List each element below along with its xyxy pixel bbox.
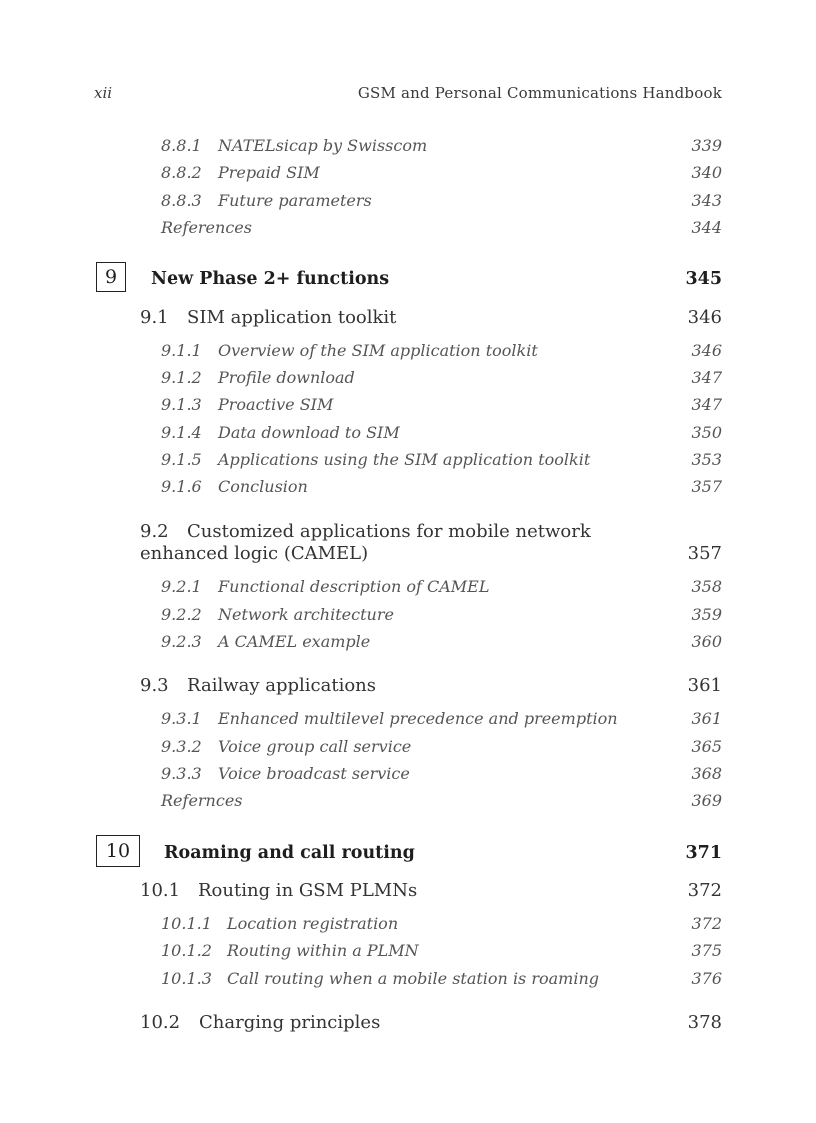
toc-entry-references-9[interactable]: [0, 791, 816, 813]
toc-entry-number: 9.2.3: [161, 632, 202, 651]
toc-entry-page: 350: [691, 423, 722, 442]
toc-entry-8-8-1[interactable]: [0, 136, 816, 158]
section-page: 357: [687, 543, 722, 564]
toc-entry-references-8[interactable]: [0, 218, 816, 240]
toc-entry-number: 9.1.6: [161, 477, 202, 496]
chapter-number-box: 9: [96, 262, 126, 292]
toc-entry-page: 347: [691, 368, 722, 387]
section-title: Customized applications for mobile network: [187, 521, 591, 542]
toc-section-9-1[interactable]: [0, 307, 816, 329]
toc-entry-number: 10.1.1: [161, 914, 212, 933]
toc-entry-9-1-4[interactable]: [0, 423, 816, 445]
toc-entry-10-1-2[interactable]: [0, 941, 816, 963]
section-number: 9.3: [140, 675, 169, 696]
section-number: 9.2: [140, 521, 169, 542]
section-title: Railway applications: [187, 675, 376, 696]
section-page: 361: [687, 675, 722, 696]
toc-entry-title: Voice broadcast service: [218, 764, 410, 783]
page-number: xii: [94, 84, 113, 102]
toc-entry-9-1-5[interactable]: [0, 450, 816, 472]
toc-entry-page: 347: [691, 395, 722, 414]
section-number: 10.1: [140, 880, 181, 901]
toc-entry-page: 372: [691, 914, 722, 933]
toc-entry-number: 9.1.5: [161, 450, 202, 469]
toc-entry-page: 376: [691, 969, 722, 988]
toc-section-9-2-line2[interactable]: [0, 543, 816, 565]
toc-section-10-2[interactable]: [0, 1012, 816, 1034]
chapter-title: Roaming and call routing: [164, 843, 415, 863]
toc-entry-10-1-1[interactable]: [0, 914, 816, 936]
toc-entry-number: 10.1.3: [161, 969, 212, 988]
toc-entry-page: 359: [691, 605, 722, 624]
toc-entry-title: Enhanced multilevel precedence and preemption: [218, 709, 618, 728]
toc-entry-page: 360: [691, 632, 722, 651]
toc-entry-9-3-3[interactable]: [0, 764, 816, 786]
toc-entry-title: NATELsicap by Swisscom: [218, 136, 428, 155]
toc-entry-9-1-6[interactable]: [0, 477, 816, 499]
toc-entry-title: A CAMEL example: [218, 632, 371, 651]
chapter-page: 345: [685, 269, 722, 289]
toc-entry-number: 9.3.2: [161, 737, 202, 756]
toc-section-10-1[interactable]: [0, 880, 816, 902]
toc-entry-9-3-1[interactable]: [0, 709, 816, 731]
toc-entry-8-8-2[interactable]: [0, 163, 816, 185]
toc-entry-number: 9.3.3: [161, 764, 202, 783]
toc-entry-page: 344: [691, 218, 722, 237]
toc-entry-title: Network architecture: [218, 605, 394, 624]
section-title: Routing in GSM PLMNs: [198, 880, 418, 901]
toc-entry-number: 9.1.3: [161, 395, 202, 414]
section-number: 10.2: [140, 1012, 181, 1033]
toc-entry-title: Future parameters: [218, 191, 372, 210]
toc-entry-title: Call routing when a mobile station is roaming: [227, 969, 600, 988]
toc-entry-9-2-3[interactable]: [0, 632, 816, 654]
toc-entry-title: Location registration: [227, 914, 399, 933]
toc-entry-page: 368: [691, 764, 722, 783]
toc-entry-number: 8.8.2: [161, 163, 202, 182]
toc-entry-title: Overview of the SIM application toolkit: [218, 341, 538, 360]
section-title: SIM application toolkit: [187, 307, 397, 328]
running-title: GSM and Personal Communications Handbook: [357, 84, 722, 102]
toc-entry-title: Conclusion: [218, 477, 308, 496]
section-title-continued: enhanced logic (CAMEL): [140, 543, 369, 564]
section-page: 378: [687, 1012, 722, 1033]
toc-entry-number: 9.3.1: [161, 709, 202, 728]
toc-entry-10-1-3[interactable]: [0, 969, 816, 991]
toc-section-9-2-line1[interactable]: [0, 521, 816, 543]
toc-entry-9-1-1[interactable]: [0, 341, 816, 363]
section-page: 346: [687, 307, 722, 328]
chapter-page: 371: [685, 843, 722, 863]
toc-entry-title: Proactive SIM: [218, 395, 334, 414]
toc-entry-9-1-2[interactable]: [0, 368, 816, 390]
toc-chapter-10[interactable]: [0, 843, 816, 865]
section-page: 372: [687, 880, 722, 901]
chapter-number-box: 10: [96, 835, 140, 867]
toc-entry-page: 340: [691, 163, 722, 182]
toc-entry-page: 369: [691, 791, 722, 810]
toc-entry-title: Routing within a PLMN: [227, 941, 419, 960]
toc-entry-title: Data download to SIM: [218, 423, 400, 442]
chapter-title: New Phase 2+ functions: [151, 269, 390, 289]
toc-section-9-3[interactable]: [0, 675, 816, 697]
toc-entry-title: Voice group call service: [218, 737, 412, 756]
toc-entry-page: 357: [691, 477, 722, 496]
toc-entry-title: Applications using the SIM application toolkit: [218, 450, 591, 469]
toc-entry-9-2-1[interactable]: [0, 577, 816, 599]
toc-entry-number: 9.2.1: [161, 577, 202, 596]
toc-entry-number: 9.2.2: [161, 605, 202, 624]
toc-entry-page: 375: [691, 941, 722, 960]
toc-entry-title: References: [161, 218, 252, 237]
toc-entry-number: 9.1.1: [161, 341, 202, 360]
toc-entry-page: 358: [691, 577, 722, 596]
section-number: 9.1: [140, 307, 169, 328]
toc-entry-title: Profile download: [218, 368, 355, 387]
toc-entry-page: 361: [691, 709, 722, 728]
toc-entry-9-3-2[interactable]: [0, 737, 816, 759]
toc-entry-9-2-2[interactable]: [0, 605, 816, 627]
toc-entry-number: 8.8.1: [161, 136, 202, 155]
toc-entry-number: 10.1.2: [161, 941, 212, 960]
toc-entry-number: 9.1.4: [161, 423, 202, 442]
toc-entry-page: 343: [691, 191, 722, 210]
toc-entry-page: 346: [691, 341, 722, 360]
toc-entry-8-8-3[interactable]: [0, 191, 816, 213]
section-title: Charging principles: [199, 1012, 381, 1033]
toc-entry-page: 365: [691, 737, 722, 756]
toc-entry-page: 353: [691, 450, 722, 469]
toc-entry-9-1-3[interactable]: [0, 395, 816, 417]
toc-entry-title: Functional description of CAMEL: [218, 577, 490, 596]
toc-entry-number: 9.1.2: [161, 368, 202, 387]
toc-entry-title: Prepaid SIM: [218, 163, 320, 182]
toc-chapter-9[interactable]: [0, 269, 816, 291]
toc-entry-page: 339: [691, 136, 722, 155]
toc-entry-number: 8.8.3: [161, 191, 202, 210]
toc-entry-title: Refernces: [161, 791, 243, 810]
